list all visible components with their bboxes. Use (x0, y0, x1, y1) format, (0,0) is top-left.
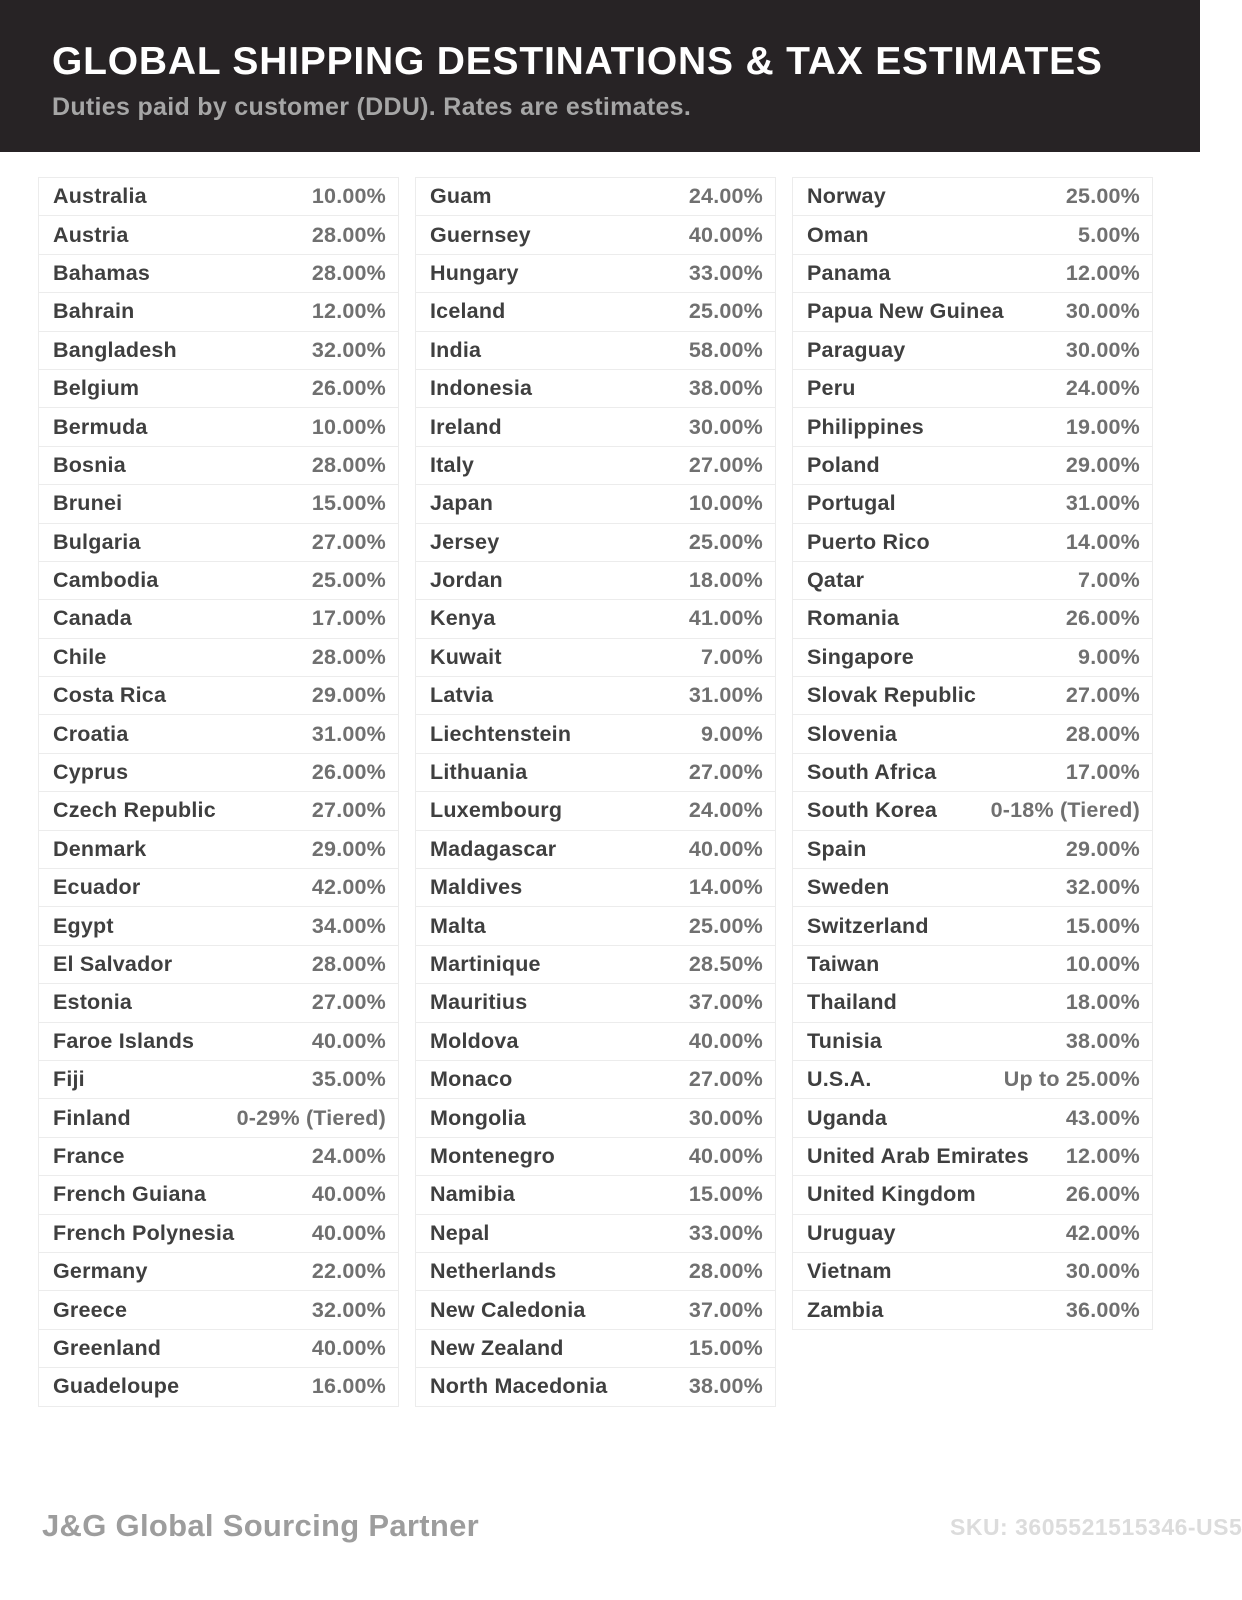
country-name: Maldives (430, 875, 523, 900)
tax-rate: 24.00% (688, 184, 763, 209)
table-row (415, 215, 776, 254)
country-name: France (53, 1143, 125, 1168)
table-row (415, 1329, 776, 1368)
country-name: Bangladesh (53, 337, 177, 362)
table-row (415, 1367, 776, 1406)
country-name: Panama (807, 260, 891, 285)
table-row (792, 714, 1153, 753)
table-row (415, 830, 776, 869)
country-name: Germany (53, 1259, 148, 1284)
table-row (38, 868, 399, 907)
table-row (792, 484, 1153, 523)
table-row (415, 561, 776, 600)
country-name: Guam (430, 184, 492, 209)
tax-rate: 38.00% (1065, 1028, 1140, 1053)
table-row (792, 331, 1153, 370)
country-name: Namibia (430, 1182, 516, 1207)
country-name: Puerto Rico (807, 529, 930, 554)
country-name: Jordan (430, 568, 503, 593)
tax-rate: 25.00% (688, 913, 763, 938)
tax-rate-table (38, 178, 1153, 1407)
tax-rate: 30.00% (1065, 1259, 1140, 1284)
tax-rate: 37.00% (688, 1297, 763, 1322)
tax-rate: 14.00% (1065, 529, 1140, 554)
table-row (792, 1252, 1153, 1291)
table-row (792, 254, 1153, 293)
table-row (38, 254, 399, 293)
tax-rate: 32.00% (1065, 875, 1140, 900)
country-name: Austria (53, 222, 129, 247)
country-name: Norway (807, 184, 886, 209)
table-row (38, 791, 399, 830)
table-row (415, 1214, 776, 1253)
tax-rate: 14.00% (688, 875, 763, 900)
country-name: Estonia (53, 990, 133, 1015)
table-row (38, 638, 399, 677)
tax-rate: 5.00% (1078, 222, 1140, 247)
table-row (38, 830, 399, 869)
country-name: Fiji (53, 1067, 85, 1092)
table-row (792, 906, 1153, 945)
tax-rate: 28.00% (311, 952, 386, 976)
country-name: Bermuda (53, 414, 148, 439)
country-name: Jersey (430, 529, 500, 554)
country-name: Bahrain (53, 299, 135, 324)
tax-rate: 27.00% (688, 1067, 763, 1092)
tax-rate: 15.00% (311, 491, 386, 516)
table-row (415, 753, 776, 792)
country-name: Slovenia (807, 721, 898, 746)
country-name: Luxembourg (430, 798, 563, 823)
table-row (38, 1137, 399, 1176)
table-row (38, 292, 399, 331)
tax-rate: 27.00% (688, 760, 763, 785)
table-row (415, 254, 776, 293)
country-name: Thailand (807, 990, 897, 1015)
table-row (415, 1252, 776, 1291)
tax-rate: 41.00% (688, 606, 763, 631)
table-row (792, 1175, 1153, 1214)
tax-rate: 40.00% (311, 1220, 386, 1245)
table-row (415, 523, 776, 562)
tax-rate: 9.00% (1078, 644, 1140, 669)
tax-rate: 29.00% (1065, 452, 1140, 477)
country-name: Switzerland (807, 913, 929, 938)
tax-rate: 42.00% (311, 875, 386, 900)
country-name: Denmark (53, 836, 147, 861)
tax-rate: 28.00% (688, 1259, 763, 1284)
tax-rate: 30.00% (688, 414, 763, 439)
country-name: Moldova (430, 1028, 519, 1053)
country-name: Philippines (807, 414, 924, 439)
tax-rate: 27.00% (1065, 683, 1140, 708)
tax-rate: 40.00% (688, 222, 763, 247)
tax-rate: 28.50% (688, 952, 763, 976)
country-name: Uganda (807, 1105, 888, 1130)
tax-rate: 22.00% (311, 1259, 386, 1284)
header-banner (0, 0, 1200, 152)
country-name: Peru (807, 376, 856, 401)
table-row (415, 484, 776, 523)
country-name: New Caledonia (430, 1297, 586, 1322)
tax-rate: 12.00% (1065, 1143, 1140, 1168)
country-name: Chile (53, 644, 107, 669)
table-row (792, 1098, 1153, 1137)
table-row (415, 446, 776, 485)
tax-rate: 28.00% (311, 260, 386, 285)
country-name: Zambia (807, 1297, 884, 1322)
tax-rate: 33.00% (688, 260, 763, 285)
tax-rate: 40.00% (311, 1182, 386, 1207)
page-subtitle: Duties paid by customer (DDU). Rates are estimates. (52, 93, 692, 121)
country-name: Cyprus (53, 760, 129, 785)
country-name: Japan (430, 491, 494, 516)
country-name: Madagascar (430, 836, 557, 861)
country-name: Montenegro (430, 1143, 556, 1168)
tax-rate: 35.00% (311, 1067, 386, 1092)
table-row (38, 906, 399, 945)
tax-rate: 58.00% (688, 337, 763, 362)
table-row (38, 369, 399, 408)
tax-rate: 17.00% (311, 606, 386, 631)
country-name: Kenya (430, 606, 496, 631)
tax-rate: 10.00% (311, 184, 386, 209)
table-row (415, 638, 776, 677)
table-row (792, 1137, 1153, 1176)
tax-rate: 9.00% (701, 721, 763, 746)
table-row (38, 484, 399, 523)
tax-rate: 26.00% (1065, 1182, 1140, 1207)
table-row (792, 369, 1153, 408)
table-row (38, 1367, 399, 1406)
table-row (38, 1060, 399, 1099)
tax-rate: 25.00% (311, 568, 386, 593)
country-name: Vietnam (807, 1259, 892, 1284)
tax-rate: 27.00% (688, 452, 763, 477)
table-row (38, 1290, 399, 1329)
country-name: French Guiana (53, 1182, 207, 1207)
table-row (792, 676, 1153, 715)
tax-rate: 27.00% (311, 529, 386, 554)
country-name: Taiwan (807, 952, 880, 976)
sku-label: SKU: 3605521515346-US5 (950, 1514, 1242, 1540)
table-row (38, 1252, 399, 1291)
tax-rate: 27.00% (311, 990, 386, 1015)
table-row (38, 407, 399, 446)
table-row (792, 791, 1153, 830)
table-row (38, 177, 399, 216)
table-row (38, 215, 399, 254)
tax-rate: 15.00% (1065, 913, 1140, 938)
country-name: Australia (53, 184, 147, 209)
tax-rate: 0-29% (Tiered) (236, 1105, 386, 1130)
country-name: Finland (53, 1105, 131, 1130)
country-name: Romania (807, 606, 900, 631)
table-row (792, 830, 1153, 869)
table-row (792, 945, 1153, 984)
country-name: Cambodia (53, 568, 159, 593)
tax-rate: 40.00% (688, 1028, 763, 1053)
country-name: French Polynesia (53, 1220, 235, 1245)
table-row (415, 1098, 776, 1137)
table-column-2 (415, 178, 776, 1407)
table-row (38, 676, 399, 715)
country-name: Hungary (430, 260, 519, 285)
country-name: Canada (53, 606, 132, 631)
table-row (415, 1290, 776, 1329)
country-name: Kuwait (430, 644, 502, 669)
country-name: Costa Rica (53, 683, 167, 708)
page-title: GLOBAL SHIPPING DESTINATIONS & TAX ESTIMATES (52, 40, 1103, 83)
tax-rate: 0-18% (Tiered) (990, 798, 1140, 823)
table-row (792, 523, 1153, 562)
table-row (38, 1022, 399, 1061)
country-name: North Macedonia (430, 1374, 608, 1399)
table-row (38, 446, 399, 485)
country-name: Bulgaria (53, 529, 141, 554)
country-name: Indonesia (430, 376, 533, 401)
table-row (415, 945, 776, 984)
tax-rate: 40.00% (311, 1028, 386, 1053)
table-row (792, 983, 1153, 1022)
tax-rate: 40.00% (688, 836, 763, 861)
table-row (38, 561, 399, 600)
country-name: Spain (807, 836, 867, 861)
tax-rate: 38.00% (688, 1374, 763, 1399)
tax-rate: 10.00% (311, 414, 386, 439)
country-name: Papua New Guinea (807, 299, 1004, 324)
tax-rate: 32.00% (311, 1297, 386, 1322)
tax-rate: 10.00% (1065, 952, 1140, 976)
table-row (792, 215, 1153, 254)
footer (0, 1498, 1242, 1558)
country-name: Greenland (53, 1335, 162, 1360)
table-row (38, 945, 399, 984)
table-row (792, 753, 1153, 792)
country-name: Greece (53, 1297, 128, 1322)
tax-rate: 26.00% (311, 760, 386, 785)
country-name: Belgium (53, 376, 140, 401)
country-name: Paraguay (807, 337, 906, 362)
country-name: Latvia (430, 683, 494, 708)
tax-rate: 31.00% (1065, 491, 1140, 516)
table-row (415, 714, 776, 753)
tax-rate: 17.00% (1065, 760, 1140, 785)
tax-rate: 29.00% (311, 683, 386, 708)
country-name: Portugal (807, 491, 896, 516)
country-name: Bosnia (53, 452, 126, 477)
country-name: New Zealand (430, 1335, 564, 1360)
tax-rate: 19.00% (1065, 414, 1140, 439)
tax-rate: 30.00% (1065, 337, 1140, 362)
tax-rate: 24.00% (1065, 376, 1140, 401)
country-name: Lithuania (430, 760, 528, 785)
country-name: Qatar (807, 568, 865, 593)
table-row (415, 407, 776, 446)
table-row (38, 753, 399, 792)
country-name: Singapore (807, 644, 914, 669)
country-name: Slovak Republic (807, 683, 977, 708)
tax-rate: 18.00% (1065, 990, 1140, 1015)
tax-rate: 10.00% (688, 491, 763, 516)
tax-rate: 25.00% (688, 529, 763, 554)
table-row (415, 676, 776, 715)
country-name: Malta (430, 913, 486, 938)
table-column-3 (792, 178, 1153, 1330)
tax-rate: 28.00% (311, 452, 386, 477)
tax-rate: 7.00% (701, 644, 763, 669)
tax-rate: 36.00% (1065, 1297, 1140, 1322)
table-column-1 (38, 178, 399, 1407)
country-name: Italy (430, 452, 475, 477)
country-name: South Korea (807, 798, 938, 823)
country-name: Netherlands (430, 1259, 557, 1284)
tax-rate: 38.00% (688, 376, 763, 401)
table-row (38, 1098, 399, 1137)
table-row (792, 599, 1153, 638)
tax-rate: 16.00% (311, 1374, 386, 1399)
table-row (415, 868, 776, 907)
table-row (792, 638, 1153, 677)
table-row (38, 331, 399, 370)
tax-rate: 25.00% (688, 299, 763, 324)
table-row (792, 177, 1153, 216)
table-row (415, 331, 776, 370)
country-name: El Salvador (53, 952, 173, 976)
tax-rate: 18.00% (688, 568, 763, 593)
tax-rate: 7.00% (1078, 568, 1140, 593)
country-name: Tunisia (807, 1028, 883, 1053)
table-row (792, 446, 1153, 485)
country-name: South Africa (807, 760, 937, 785)
table-row (38, 523, 399, 562)
table-row (38, 714, 399, 753)
country-name: Czech Republic (53, 798, 216, 823)
tax-rate: 26.00% (311, 376, 386, 401)
table-row (415, 983, 776, 1022)
tax-rate: 28.00% (311, 222, 386, 247)
tax-rate: 33.00% (688, 1220, 763, 1245)
table-row (38, 599, 399, 638)
brand-name: J&G Global Sourcing Partner (42, 1508, 480, 1543)
tax-rate: 42.00% (1065, 1220, 1140, 1245)
tax-rate: 31.00% (311, 721, 386, 746)
country-name: Faroe Islands (53, 1028, 195, 1053)
country-name: Mongolia (430, 1105, 526, 1130)
table-row (415, 599, 776, 638)
tax-rate: 25.00% (1065, 184, 1140, 209)
country-name: United Kingdom (807, 1182, 976, 1207)
table-row (792, 1214, 1153, 1253)
table-row (38, 1175, 399, 1214)
tax-rate: 32.00% (311, 337, 386, 362)
country-name: Ecuador (53, 875, 141, 900)
country-name: Ireland (430, 414, 502, 439)
tax-rate: 12.00% (1065, 260, 1140, 285)
tax-rate: 28.00% (1065, 721, 1140, 746)
table-row (415, 177, 776, 216)
table-row (415, 791, 776, 830)
country-name: United Arab Emirates (807, 1143, 1029, 1168)
table-row (415, 1175, 776, 1214)
tax-rate: 29.00% (1065, 836, 1140, 861)
table-row (415, 369, 776, 408)
tax-rate: 15.00% (688, 1335, 763, 1360)
tax-rate: 30.00% (688, 1105, 763, 1130)
table-row (415, 1137, 776, 1176)
table-row (792, 407, 1153, 446)
tax-rate: 29.00% (311, 836, 386, 861)
country-name: Liechtenstein (430, 721, 572, 746)
table-row (792, 561, 1153, 600)
country-name: Guernsey (430, 222, 531, 247)
country-name: U.S.A. (807, 1067, 872, 1092)
country-name: Iceland (430, 299, 506, 324)
table-row (38, 1329, 399, 1368)
tax-rate: 43.00% (1065, 1105, 1140, 1130)
tax-rate: 37.00% (688, 990, 763, 1015)
tax-rate: 12.00% (311, 299, 386, 324)
tax-rate: 28.00% (311, 644, 386, 669)
tax-rate: 30.00% (1065, 299, 1140, 324)
country-name: Egypt (53, 913, 114, 938)
table-row (38, 983, 399, 1022)
country-name: Guadeloupe (53, 1374, 180, 1399)
table-row (38, 1214, 399, 1253)
table-row (792, 1060, 1153, 1099)
country-name: Nepal (430, 1220, 490, 1245)
country-name: Martinique (430, 952, 541, 976)
tax-rate: 24.00% (311, 1143, 386, 1168)
country-name: Croatia (53, 721, 129, 746)
tax-rate: Up to 25.00% (1003, 1067, 1140, 1092)
table-row (792, 868, 1153, 907)
country-name: Oman (807, 222, 869, 247)
country-name: Sweden (807, 875, 890, 900)
table-row (792, 1290, 1153, 1329)
tax-rate: 40.00% (688, 1143, 763, 1168)
tax-rate: 26.00% (1065, 606, 1140, 631)
table-row (415, 1060, 776, 1099)
tax-rate: 31.00% (688, 683, 763, 708)
country-name: Poland (807, 452, 880, 477)
country-name: Uruguay (807, 1220, 896, 1245)
country-name: Mauritius (430, 990, 528, 1015)
country-name: Brunei (53, 491, 123, 516)
table-row (415, 906, 776, 945)
table-row (415, 1022, 776, 1061)
table-row (792, 1022, 1153, 1061)
table-row (415, 292, 776, 331)
tax-rate: 34.00% (311, 913, 386, 938)
country-name: Monaco (430, 1067, 513, 1092)
tax-rate: 24.00% (688, 798, 763, 823)
country-name: Bahamas (53, 260, 151, 285)
table-row (792, 292, 1153, 331)
tax-rate: 40.00% (311, 1335, 386, 1360)
country-name: India (430, 337, 482, 362)
tax-rate: 15.00% (688, 1182, 763, 1207)
tax-rate: 27.00% (311, 798, 386, 823)
